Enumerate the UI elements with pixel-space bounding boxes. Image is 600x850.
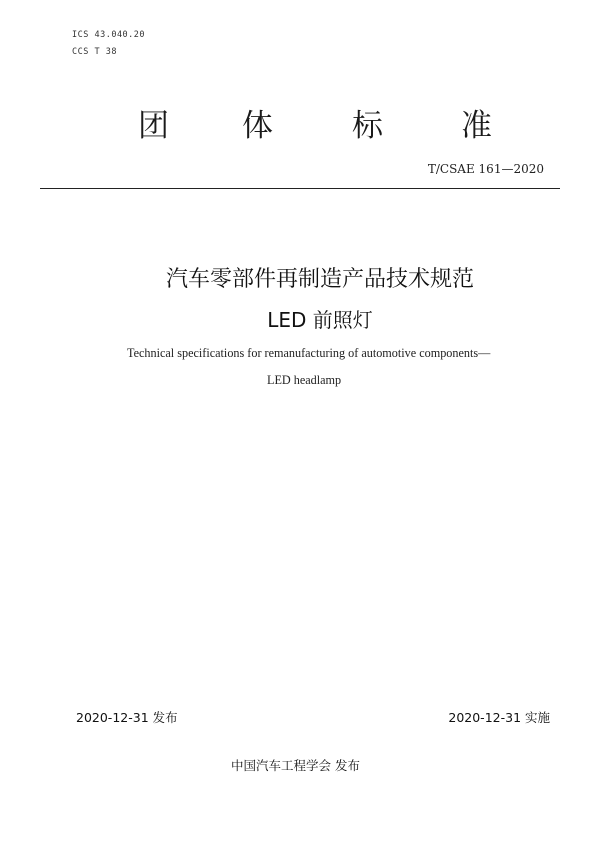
standard-type-char: 体 [242, 108, 273, 144]
standard-type-char: 准 [461, 108, 492, 144]
ics-code: ICS 43.040.20 [72, 30, 146, 40]
publisher: 中国汽车工程学会 发布 [231, 758, 360, 773]
issue-date: 2020-12-31 发布 [76, 710, 178, 725]
subtitle-chinese: LED 前照灯 [267, 308, 373, 332]
title-english-line1: Technical specifications for remanufacturing of automotive components— [127, 346, 491, 360]
title-chinese: 汽车零部件再制造产品技术规范 [165, 267, 474, 292]
standard-type-char: 标 [352, 108, 383, 144]
ccs-code: CCS T 38 [72, 47, 117, 57]
standard-number: T/CSAE 161—2020 [427, 162, 544, 176]
implementation-date: 2020-12-31 实施 [448, 710, 550, 725]
title-english-line2: LED headlamp [267, 373, 342, 387]
standard-type-char: 团 [138, 108, 169, 144]
header-divider [40, 188, 560, 189]
